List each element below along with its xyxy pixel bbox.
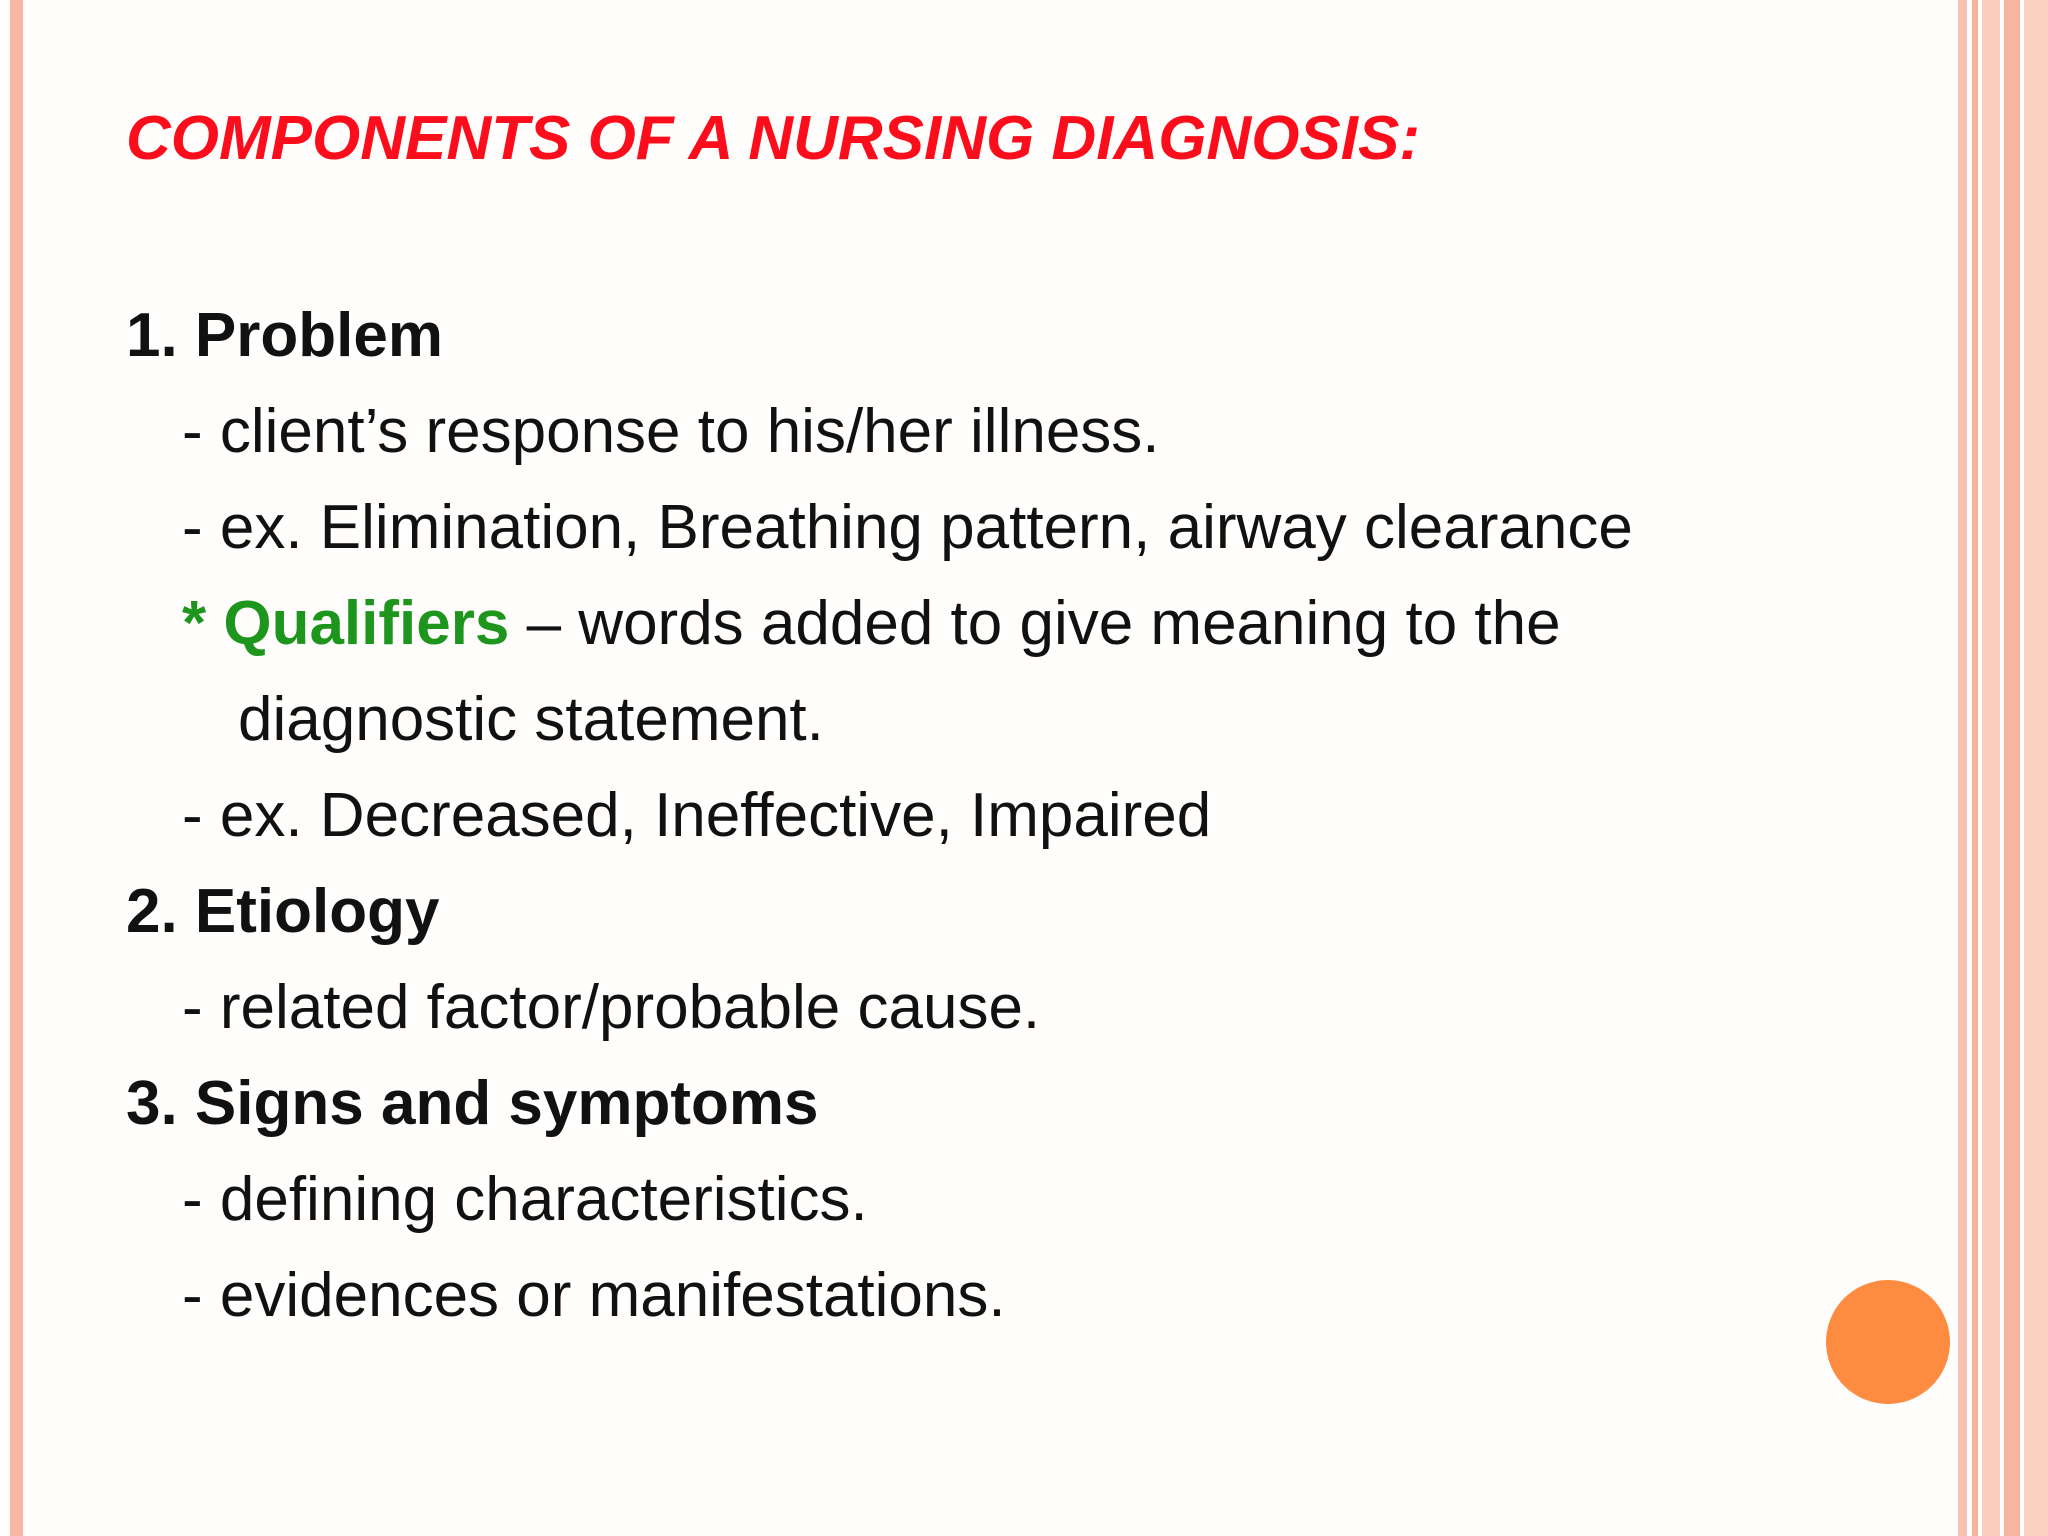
right-decorative-band bbox=[1972, 0, 1978, 1536]
problem-examples: - ex. Elimination, Breathing pattern, airway clearance bbox=[182, 493, 1633, 562]
heading-problem: 1. Problem bbox=[126, 301, 443, 370]
signs-definition: - defining characteristics. bbox=[182, 1165, 868, 1234]
heading-etiology: 2. Etiology bbox=[126, 877, 440, 946]
qualifiers-line bbox=[182, 588, 1561, 659]
qualifiers-definition-continued: diagnostic statement. bbox=[238, 685, 824, 754]
right-decorative-band bbox=[1982, 0, 2000, 1536]
accent-circle bbox=[1826, 1280, 1950, 1404]
etiology-definition: - related factor/probable cause. bbox=[182, 973, 1041, 1042]
problem-definition: - client’s response to his/her illness. bbox=[182, 397, 1160, 466]
left-decorative-band bbox=[10, 0, 23, 1536]
slide-title: COMPONENTS OF A NURSING DIAGNOSIS: bbox=[126, 104, 1421, 173]
right-decorative-band bbox=[1958, 0, 1967, 1536]
right-decorative-band bbox=[2004, 0, 2020, 1536]
heading-signs-and-symptoms: 3. Signs and symptoms bbox=[126, 1069, 819, 1138]
qualifier-examples: - ex. Decreased, Ineffective, Impaired bbox=[182, 781, 1212, 850]
right-decorative-band bbox=[2024, 0, 2048, 1536]
qualifiers-term: * Qualifiers bbox=[182, 589, 510, 658]
signs-manifestations: - evidences or manifestations. bbox=[182, 1261, 1006, 1330]
qualifiers-definition: – words added to give meaning to the bbox=[509, 589, 1561, 658]
